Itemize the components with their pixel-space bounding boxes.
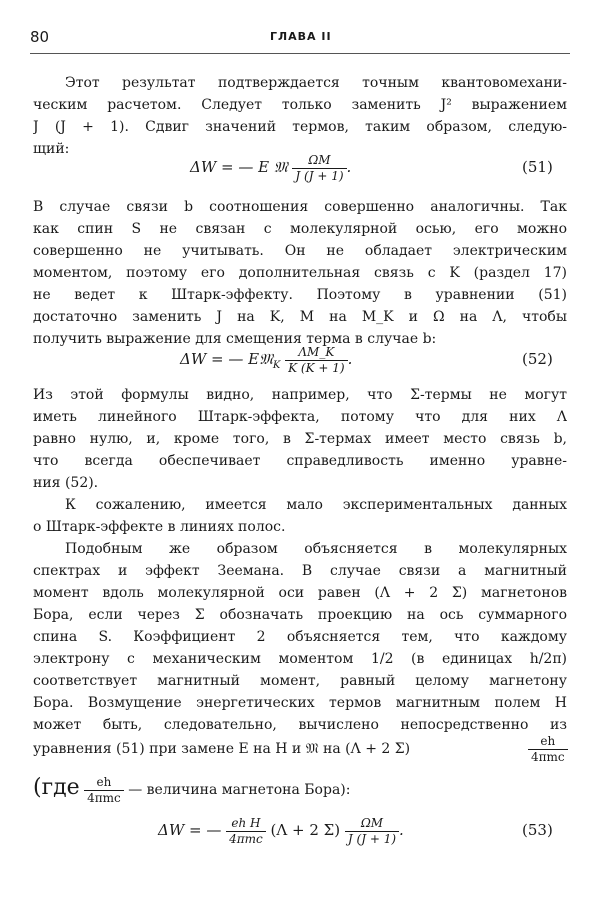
chapter-title: ГЛАВА II bbox=[270, 30, 332, 43]
eq51-lhs: ΔW = — E 𝔐 bbox=[190, 158, 288, 176]
equation-number-51: (51) bbox=[522, 158, 553, 176]
text-line: получить выражение для смещения терма в случае b: bbox=[33, 331, 437, 347]
text-line: как спин S не связан с молекулярной осью, его можно bbox=[33, 221, 567, 237]
magneton-denominator: 4πmc bbox=[87, 790, 121, 805]
inline-fraction-numerator: eh bbox=[528, 734, 568, 750]
eq53-fraction-2 bbox=[345, 816, 399, 847]
eq52-denominator: K (K + 1) bbox=[288, 360, 345, 375]
text-line: спектрах и эффект Зеемана. В случае связи a магнитный bbox=[33, 563, 567, 579]
text-line: ческим расчетом. Следует только заменить J² выражением bbox=[33, 97, 567, 113]
text-line: моментом, поэтому его дополнительная связь с K (раздел 17) bbox=[33, 265, 567, 281]
eq53-fraction-1 bbox=[226, 816, 266, 847]
page-header bbox=[30, 28, 568, 50]
text-line: Этот результат подтверждается точным квантовомехани- bbox=[65, 75, 567, 91]
text-line: что всегда обеспечивает справедливость именно уравне- bbox=[33, 453, 567, 469]
text-segment: — величина магнетона Бора): bbox=[128, 782, 351, 798]
inline-fraction-denominator: 4πmc bbox=[531, 750, 565, 764]
eq53-numerator-1: eh H bbox=[226, 816, 266, 832]
text-line: не ведет к Штарк-эффекту. Поэтому в уравнении (51) bbox=[33, 287, 567, 303]
text-segment: уравнения (51) при замене E на H и 𝔐 на (Λ + 2 Σ) bbox=[33, 741, 411, 757]
eq52-lhs: ΔW = — E𝔐 bbox=[180, 350, 273, 368]
eq53-lhs: ΔW = — bbox=[158, 821, 222, 839]
text-line: Из этой формулы видно, например, что Σ-термы не могут bbox=[33, 387, 567, 403]
text-line: Бора, если через Σ обозначать проекцию на ось суммарного bbox=[33, 607, 567, 623]
text-line: щий: bbox=[33, 141, 70, 157]
eq51-denominator: J (J + 1) bbox=[295, 168, 344, 183]
eq53-denominator-2: J (J + 1) bbox=[347, 831, 397, 846]
magneton-numerator: eh bbox=[84, 775, 124, 791]
text-line: В случае связи b соотношения совершенно аналогичны. Так bbox=[33, 199, 567, 215]
equation-51 bbox=[190, 150, 351, 184]
text-line: достаточно заменить J на K, M на M_K и Ω на Λ, чтобы bbox=[33, 309, 567, 325]
text-line: ния (52). bbox=[33, 475, 99, 491]
eq51-fraction bbox=[292, 153, 346, 184]
equation-52 bbox=[180, 342, 352, 376]
text-line: соответствует магнитный момент, равный целому магнетону bbox=[33, 673, 567, 689]
eq53-middle: (Λ + 2 Σ) bbox=[270, 821, 341, 839]
text-line: совершенно не учитывать. Он не обладает электрическим bbox=[33, 243, 567, 259]
eq51-tail: . bbox=[346, 158, 352, 176]
equation-number-52: (52) bbox=[522, 350, 553, 368]
equation-53 bbox=[158, 812, 404, 848]
magneton-fraction bbox=[84, 775, 124, 806]
eq53-denominator-1: 4πmc bbox=[229, 831, 263, 846]
text-line: электрону с механическим моментом 1/2 (в единицах h/2π) bbox=[33, 651, 567, 667]
text-line: о Штарк-эффекте в линиях полос. bbox=[33, 519, 286, 535]
text-line: Бора. Возмущение энергетических термов магнитным полем H bbox=[33, 695, 567, 711]
equation-number-53: (53) bbox=[522, 821, 553, 839]
text-line: К сожалению, имеется мало экспериментальных данных bbox=[65, 497, 567, 513]
eq51-numerator: ΩM bbox=[292, 153, 346, 169]
text-line: иметь линейного Штарк-эффекта, потому что для них Λ bbox=[33, 409, 567, 425]
eq52-fraction bbox=[285, 345, 347, 376]
text-line: Подобным же образом объясняется в молекулярных bbox=[65, 541, 567, 557]
magneton-line bbox=[33, 770, 350, 806]
eq52-subscript: K bbox=[272, 360, 281, 371]
text-line: J (J + 1). Сдвиг значений термов, таким образом, следую- bbox=[33, 119, 567, 135]
text-segment: (где bbox=[33, 775, 80, 800]
text-line bbox=[33, 738, 503, 760]
text-line: равно нулю, и, кроме того, в Σ-термах имеет место связь b, bbox=[33, 431, 567, 447]
text-line: спина S. Коэффициент 2 объясняется тем, что каждому bbox=[33, 629, 567, 645]
text-line: момент вдоль молекулярной оси равен (Λ + 2 Σ) магнетонов bbox=[33, 585, 567, 601]
eq53-numerator-2: ΩM bbox=[345, 816, 399, 832]
eq53-tail: . bbox=[399, 821, 404, 839]
inline-fraction-magneton bbox=[528, 734, 568, 765]
eq52-numerator: ΛM_K bbox=[285, 345, 347, 361]
text-line: может быть, следовательно, вычислено непосредственно из bbox=[33, 717, 567, 733]
page-number: 80 bbox=[30, 28, 50, 46]
header-rule bbox=[30, 53, 570, 54]
eq52-tail: . bbox=[347, 350, 353, 368]
